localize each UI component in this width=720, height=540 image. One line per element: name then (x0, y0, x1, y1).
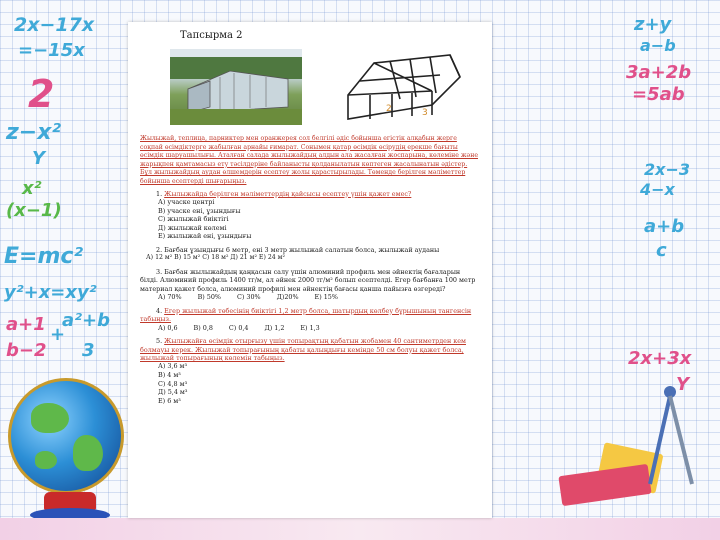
formula-text: a²+b (62, 310, 110, 331)
answer-option: Е) 1,3 (300, 323, 320, 332)
answer-option: В) 0,8 (193, 323, 213, 332)
answer-option: Д)20% (276, 293, 299, 302)
formula-text: 2x−3 (644, 160, 690, 179)
formula-text: =5ab (632, 84, 685, 105)
answer-option: Д) 5,4 м³ (158, 388, 188, 397)
answer-option: В) 4 м³ (158, 370, 181, 379)
formula-text: a+1 (6, 314, 46, 335)
answer-option: С) 30% (237, 293, 261, 302)
formula-text: a+b (644, 216, 685, 237)
answer-option: А) 0,6 (158, 323, 178, 332)
question-3 (140, 268, 480, 293)
book-illustration (558, 464, 651, 506)
answer-option: Д) жылыжай көлемі (158, 223, 227, 232)
formula-text: =−15x (18, 40, 85, 61)
question-text: Бағбан жылыжайдың қаңқасын салу үшін алюминий профиль мен әйнектің бағаларын білді. Алюминий профиль 1400 тг/м, ал әйнек 2000 тг/м² болып есептелді. Егер бағбанға 100 метр материал қажет болса, алюминий профилі мен әйнектің бағасы қанша пайызға өзгереді? (140, 267, 476, 293)
formula-text: Y (32, 148, 46, 169)
formula-text: 3a+2b (626, 62, 692, 83)
sketch-label: 3 (422, 108, 428, 118)
question-5 (140, 337, 480, 362)
question-number: 5. (156, 337, 163, 346)
question-1 (140, 190, 480, 198)
document-page (128, 22, 492, 518)
answer-option: С) 0,4 (228, 323, 249, 332)
answer-options-row (158, 293, 480, 302)
formula-text: 2x+3x (628, 348, 692, 369)
formula-text: a−b (640, 36, 676, 55)
formula-text: (x−1) (6, 200, 62, 221)
formula-text: 4−x (640, 180, 675, 199)
formula-text: x² (22, 178, 42, 199)
sketch-label: 2 (386, 104, 392, 114)
answer-option: Е) жылыжай ені, ұзындығы (158, 232, 252, 241)
answer-option: А) 70% (158, 293, 182, 302)
formula-text: b−2 (6, 340, 47, 361)
formula-text: 3 (82, 340, 95, 361)
compass-icon (640, 380, 700, 490)
answer-option: В) учаске ені, ұзындығы (158, 206, 241, 215)
formula-text: 2 (28, 72, 55, 116)
image-row (140, 49, 480, 129)
formula-text: 2x−17x (14, 14, 95, 36)
page-title: Тапсырма 2 (180, 30, 243, 41)
answer-option: В) 50% (197, 293, 222, 302)
answer-option: А) учаске центрі (158, 197, 215, 206)
intro-paragraph: Жылыжай, теплица, парниктер мен оранжерея сол белгілі әдіс бойынша егістік алқабын жерге соқпай өсімдіктерге жабылған арнайы ғимарат. Сонымен қатар өсімдік өсірудің ерекше бағыты өсімдік шаруашылығы. Аталған салада жылыжайдың алдын ала жасалған жоспарына, көлеміне және жарықпен қамтамасыз ету тәсілдеріне байланысты қолданылатын көптеген жасалынатын әдістер. Бұл жылыжайдың аудан өлшемдерін есептеу жолы қарастырылады. Төменде берілген мәліметтер бойынша есептерді шығарыңыз. (140, 135, 478, 185)
question-number: 4. (156, 306, 163, 315)
formula-text: z−x² (6, 120, 62, 145)
formula-text: E=mc² (4, 244, 84, 269)
question-2 (140, 246, 480, 254)
question-text: Егер жылыжай төбесінің биіктігі 1,2 метр болса, шатырдың көлбеу бұрышының тангенсін табыңыз. (140, 306, 472, 324)
answer-option: Е) 6 м³ (158, 396, 181, 405)
question-number: 2. (156, 245, 163, 254)
answer-option: С) жылыжай биіктігі (158, 215, 229, 224)
answer-options-inline: А) 12 м² В) 15 м² С) 18 м² Д) 21 м² Е) 24 м² (146, 254, 285, 262)
bottom-strip (0, 518, 720, 540)
question-text: Бағбан ұзындығы 6 метр, ені 3 метр жылыжай салатын болса, жылыжай ауданы (164, 245, 440, 254)
answer-option: Е) 15% (314, 293, 338, 302)
formula-text: z+y (634, 14, 672, 35)
formula-text: Y (676, 374, 690, 395)
formula-text: c (656, 240, 667, 261)
question-4 (140, 307, 480, 324)
question-number: 1. (156, 189, 163, 198)
answer-option: А) 3,6 м³ (158, 362, 188, 371)
formula-text: y²+x=xy² (4, 282, 97, 303)
formula-text: + (50, 324, 66, 345)
greenhouse-sketch (340, 49, 468, 127)
question-number: 3. (156, 267, 163, 276)
greenhouse-photo (170, 49, 302, 125)
question-text: Жылыжайда берілген мәліметтердің қайсысы есептеу үшін қажет емес? (164, 189, 412, 198)
answer-option: С) 4,8 м³ (158, 379, 188, 388)
globe-illustration (8, 378, 124, 494)
answer-options-row (158, 324, 480, 333)
question-text: Жылыжайға өсімдік отырғызу үшін топырақтың қабатын жобамен 40 сантиметрден кем болмауы керек. Жылыжай топырағының қабаты қалыңдығы кемінде 50 см болуы қажет болса, жылыжай топырағының көлемін табыңыз. (140, 337, 466, 362)
answer-option: Д) 1,2 (264, 323, 285, 332)
